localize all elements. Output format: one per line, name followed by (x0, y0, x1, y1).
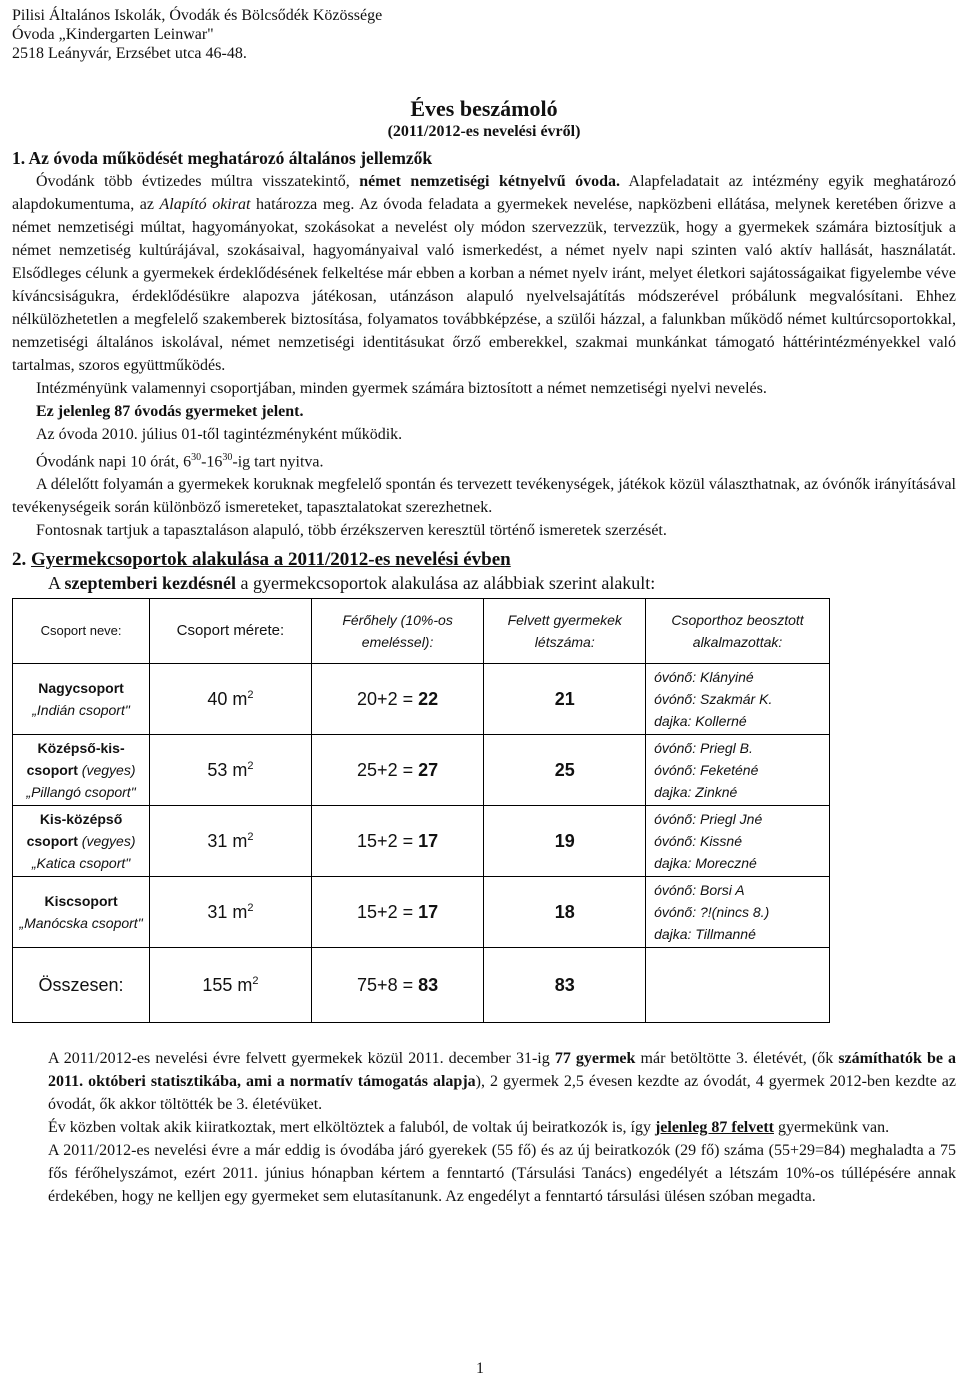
group-name-nick: (vegyes) „Katica csoport" (31, 833, 136, 872)
total-label: Összesen: (13, 948, 150, 1023)
col-header-name: Csoport neve: (13, 599, 150, 664)
text-run: A (48, 573, 65, 594)
text-run-bold: német nemzetiségi kétnyelvű óvoda. (359, 173, 620, 190)
table-header-row (13, 599, 830, 664)
text-run: határozza meg. Az óvoda feladata a gyermekek nevelése, napközbeni ellátása, melynek keretében őrizve a német nemzetiségi múltat, hagyományokat, szokásokat a nevelést oly módon szervezzük, tervezzük, hogy a gyermekek számára biztosítjuk a német nemzetiség kultúrájával, szokásaival, hagyományaival való ismerkedést, a német nyelv napi szinten való aktív hallását, használatát. Elsődleges célunk a gyermekek érdeklődésének felkeltése már ebben a korban a német nyelv iránt, melyet életkori sajátosságaikat figyelembe véve kíváncsiságukra, érdeklődésükre alapozva játékosan, utánzáson alapuló nyelvelsajátítás módszerével próbálunk megvalósítani. Ehhez nélkülözhetetlen a megfelelő szakemberek biztosítása, folyamatos továbbképzése, a szülői házzal, a falunkban működő német kultúrcsoportokkal, nemzetiségi általános iskolával, német nemzetiségi identitásukat őrző emberekkel, szakmai munkánkat támogató háttérintézményekkel való tartalmas, szoros együttműködés. (12, 196, 957, 374)
group-name (13, 735, 150, 806)
size-value: 31 m (207, 901, 248, 922)
group-name (13, 806, 150, 877)
header-line-3: 2518 Leányvár, Erzsébet utca 46-48. (12, 45, 247, 62)
total-staff (646, 948, 830, 1023)
enrolled-value: 18 (554, 901, 575, 922)
group-name-nick: (vegyes) „Pillangó csoport" (26, 762, 136, 801)
text-run-bold-underline: jelenleg 87 felvett (654, 1119, 774, 1137)
group-name (13, 664, 150, 735)
staff-line: óvónő: Feketéné (654, 762, 759, 779)
paragraph-enrolled-children (48, 1047, 956, 1116)
text-run-bold: számíthatók be a 2011. októberi statisztikába, ami a normatív támogatás alapja (48, 1050, 957, 1091)
text-run-bold: szeptemberi kezdésnél (64, 573, 236, 594)
superscript: 2 (247, 688, 254, 701)
col-header-staff: Csoporthoz beosztott alkalmazottak: (646, 599, 830, 664)
capacity-value: 27 (418, 759, 439, 780)
group-enrolled (484, 664, 646, 735)
size-value: 31 m (207, 830, 248, 851)
group-name-bold: Kiscsoport (44, 893, 118, 910)
staff-line: óvónő: ?!(nincs 8.) (654, 904, 770, 921)
group-capacity (311, 806, 484, 877)
text-run: -16 (201, 453, 223, 471)
text-run-italic: Alapító okirat (159, 196, 251, 213)
group-capacity (311, 735, 484, 806)
section-2-number: 2. (12, 549, 27, 571)
section-1-paragraph (12, 170, 956, 377)
header-line-1: Pilisi Általános Iskolák, Óvodák és Bölcsődék Közössége (12, 7, 383, 24)
group-name-nick: „Indián csoport" (32, 702, 130, 719)
size-value: 155 m (202, 974, 253, 995)
staff-line: óvónő: Szakmár K. (654, 691, 773, 708)
text-run-bold: 77 gyermek (554, 1050, 636, 1068)
text-run: gyermekünk van. (774, 1119, 890, 1137)
col-header-enrolled: Felvett gyermekek létszáma: (484, 599, 646, 664)
group-enrolled (484, 877, 646, 948)
capacity-formula: 20+2 = (357, 688, 419, 709)
text-run: már betöltötte 3. életévét, (ők (635, 1050, 839, 1068)
staff-line: óvónő: Borsi A (654, 882, 745, 899)
section-2-heading (12, 550, 956, 570)
text-run: -ig tart nyitva. (232, 453, 324, 471)
table-row (13, 877, 830, 948)
paragraph-capacity-exceeded: A 2011/2012-es nevelési évre a már eddig is óvodába járó gyerekek (55 fő) és az új beiratkozók (29 fő) száma (55+29=84) meghaladta a 75 fős férőhelyszámot, ezért 2011. június hónapban kértem a fenntartó (Társulási Tanács) engedélyét a létszám 10%-os túllépésére annak érdekében, hogy ne kelljen egy gyermeket sem elutasítanunk. Az engedélyt a fenntartó társulási ülésen szóban megadta. (48, 1142, 956, 1206)
group-name-bold: Középső-kis-csoport (26, 740, 125, 779)
text-run: A 2011/2012-es nevelési évre felvett gyermekek közül 2011. december 31-ig (48, 1050, 555, 1068)
enrolled-value: 19 (554, 830, 575, 851)
text-run: a gyermekcsoportok alakulása az alábbiak szerint alakult: (235, 573, 656, 594)
document-subtitle: (2011/2012-es nevelési évről) (387, 123, 581, 140)
total-capacity (311, 948, 484, 1023)
group-enrolled (484, 735, 646, 806)
col-header-capacity: Férőhely (10%-os emeléssel): (311, 599, 484, 664)
capacity-value: 22 (418, 688, 439, 709)
superscript: 2 (247, 759, 254, 772)
total-size (150, 948, 312, 1023)
section-1-number: 1. (12, 148, 26, 168)
table-row (13, 806, 830, 877)
after-table-block (48, 1047, 956, 1208)
institution-header (12, 6, 956, 63)
table-row (13, 664, 830, 735)
table-row (13, 735, 830, 806)
enrolled-value: 21 (554, 688, 575, 709)
group-capacity (311, 664, 484, 735)
staff-line: dajka: Zinkné (654, 784, 738, 801)
document-title: Éves beszámoló (410, 96, 558, 121)
enrolled-value: 83 (554, 974, 575, 995)
header-line-2: Óvoda „Kindergarten Leinwar" (12, 26, 214, 43)
superscript: 30 (191, 452, 202, 463)
capacity-value: 83 (418, 974, 439, 995)
enrolled-value: 25 (554, 759, 575, 780)
group-staff (646, 806, 830, 877)
group-staff (646, 664, 830, 735)
group-name-bold: Nagycsoport (38, 680, 124, 697)
document-page (12, 6, 956, 1208)
group-size (150, 806, 312, 877)
text-run: Óvodánk napi 10 órát, 6 (36, 453, 192, 471)
section-2-lead (48, 572, 956, 594)
group-staff (646, 735, 830, 806)
staff-line: óvónő: Priegl B. (654, 740, 753, 757)
group-enrolled (484, 806, 646, 877)
section-1-title: Az óvoda működését meghatározó általános jellemzők (28, 148, 433, 168)
size-value: 40 m (207, 688, 248, 709)
paragraph-opening-hours (12, 446, 956, 473)
paragraph-morning-activities: A délelőtt folyamán a gyermekek koruknak megfelelő spontán és tervezett tevékenységek, játékok közül választhatnak, az óvónők irányításával tevékenységeik során különböző ismereteket, tapasztalatokat szerezhetnek. (12, 476, 956, 517)
staff-line: óvónő: Priegl Jné (654, 811, 763, 828)
capacity-value: 17 (418, 830, 439, 851)
paragraph-member-institution: Az óvoda 2010. július 01-től tagintézményként működik. (36, 426, 403, 443)
text-run: Alapfeladatait az intézmény egyik meghatározó alapdokumentuma, az (12, 173, 957, 213)
capacity-value: 17 (418, 901, 439, 922)
section-2-title: Gyermekcsoportok alakulása a 2011/2012-es nevelési évben (31, 549, 511, 571)
text-run: Év közben voltak akik kiiratkoztak, mert elköltöztek a faluból, de voltak új beiratkozók is, így (48, 1119, 655, 1137)
paragraph-changes (48, 1116, 956, 1139)
capacity-formula: 15+2 = (357, 830, 419, 851)
group-size (150, 877, 312, 948)
text-run-bold: Ez jelenleg 87 óvodás gyermeket jelent. (36, 403, 304, 420)
size-value: 53 m (207, 759, 248, 780)
paragraph-experience: Fontosnak tartjuk a tapasztaláson alapuló, több érzékszerven keresztül történő ismeretek szerzését. (36, 522, 667, 540)
capacity-formula: 75+8 = (357, 974, 419, 995)
capacity-formula: 25+2 = (357, 759, 419, 780)
text-run: Óvodánk több évtizedes múltra visszatekintő, (36, 173, 360, 190)
group-size (150, 735, 312, 806)
group-size (150, 664, 312, 735)
table-total-row (13, 948, 830, 1023)
staff-line: óvónő: Klányiné (654, 669, 754, 686)
superscript: 2 (247, 901, 254, 914)
group-name-nick: „Manócska csoport" (19, 915, 143, 932)
group-name-bold: Kis-középső csoport (26, 811, 123, 850)
page-number: 1 (476, 1360, 484, 1377)
col-header-size: Csoport mérete: (150, 599, 312, 664)
superscript: 2 (252, 974, 259, 987)
group-staff (646, 877, 830, 948)
total-enrolled (484, 948, 646, 1023)
staff-line: óvónő: Kissné (654, 833, 743, 850)
superscript: 2 (247, 830, 254, 843)
superscript: 30 (222, 452, 233, 463)
staff-line: dajka: Moreczné (654, 855, 757, 872)
groups-table (12, 598, 830, 1023)
paragraph-language-education: Intézményünk valamennyi csoportjában, minden gyermek számára biztosított a német nemzetiségi nyelvi nevelés. (36, 380, 767, 397)
staff-line: dajka: Kollerné (654, 713, 747, 730)
capacity-formula: 15+2 = (357, 901, 419, 922)
section-1-heading (12, 148, 956, 168)
staff-line: dajka: Tillmanné (654, 926, 756, 943)
group-capacity (311, 877, 484, 948)
text-run: ), 2 gyermek 2,5 évesen kezdte az óvodát, 4 gyermek 2012-ben kezdte az óvodát, ők akkor töltötték be 3. életévüket. (48, 1073, 957, 1114)
group-name (13, 877, 150, 948)
paragraph-children-count (12, 400, 956, 423)
